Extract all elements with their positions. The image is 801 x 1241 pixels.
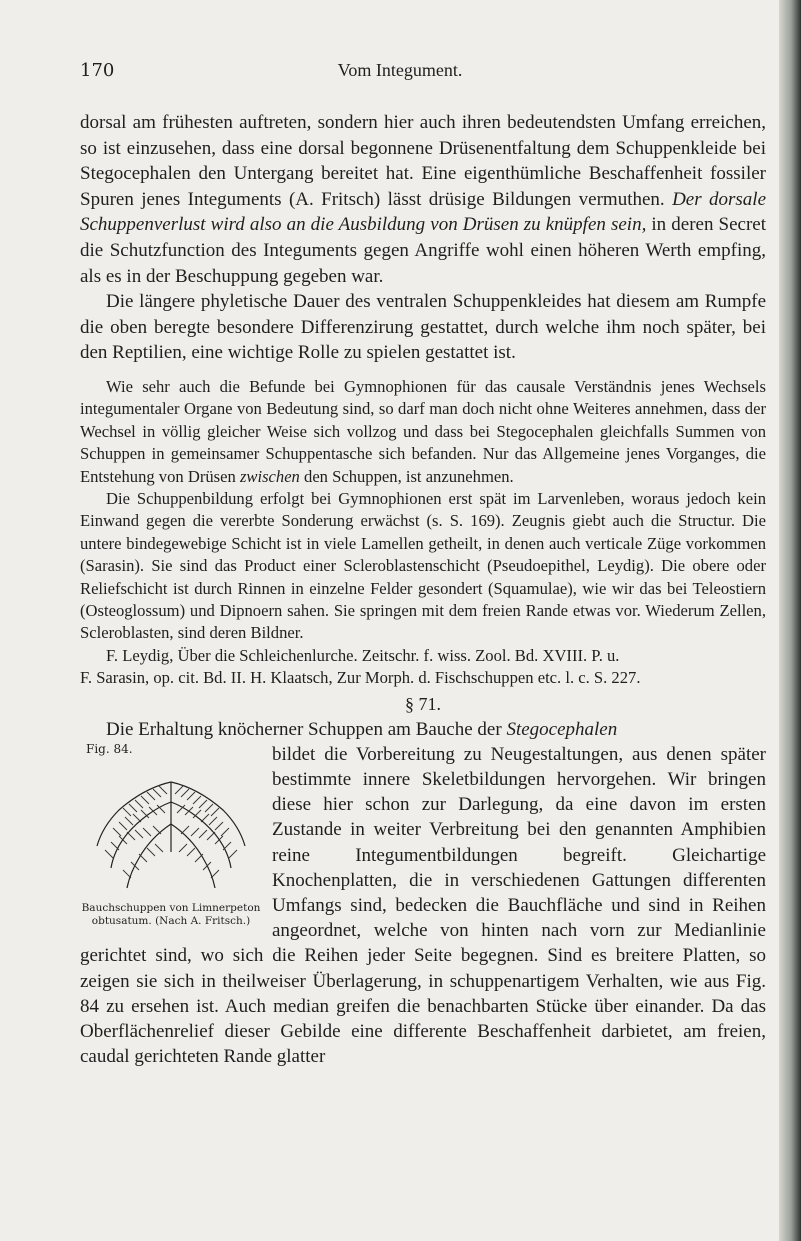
paragraph-1: dorsal am frühesten auftreten, sondern hier auch ihren bedeutendsten Umfang erreichen, so ist einzusehen, dass eine dorsal begonnene Drüsenentfaltung dem Schuppenkleide bei Stegocephalen den Untergang bereitet hat. Eine eigenthümliche Beschaffenheit fossiler Spuren jenes Integuments (A. Fritsch) lässt drüsige Bildungen vermuthen. Der dorsale Schuppenverlust wird also an die Ausbildung von Drüsen zu knüpfen sein, in deren Secret die Schutzfunction des Integuments gegen Angriffe wohl einen höheren Werth empfing, als es in der Beschuppung gegeben war. bbox=[80, 112, 766, 287]
small-paragraph-1: Wie sehr auch die Befunde bei Gymnophionen für das causale Verständnis jenes Wechsels integumentaler Organe von Bedeutung sind, so darf man doch nicht ohne Weiteres annehmen, dass der Wechsel in völlig gleicher Weise sich vollzog und dass bei Stegocephalen gleichfalls Summen von Schuppen in gemeinsamer Schuppentasche sich befanden. Nur das Allgemeine jenes Vorganges, die Entstehung von Drüsen zwischen den Schuppen, ist anzunehmen. bbox=[80, 376, 766, 486]
section-71-body: bildet die Vorbereitung zu Neugestaltungen, aus denen später bestimmte innere Skeletbildungen hervorgehen. Wir bringen diese hier schon zur Darlegung, da eine davon im ersten Zustande in weiter Verbreitung bei den genannten Amphibien reine Integumentbildungen begreift. Gleichartige Knochenplatten, die in verschiedenen Gattungen differenten Umfangs sind, bedecken die Bauchfläche und sind in Reihen angeordnet, welche von hinten nach vorn zur Medianlinie gerichtet sind, wo sich die Reihen jeder Seite begegnen. Sind es breitere Platten, so zeigen sie sich in theilweiser Überlagerung, in schuppenartigem Verhalten, wie aus Fig. 84 zu ersehen ist. Auch median greifen die benachbarten Stücke über einander. Da das Oberflächenrelief dieser Gebilde eine differente Beschaffenheit darbietet, am freien, caudal gerichteten Rande glatter bbox=[80, 743, 766, 1068]
page-number: 170 bbox=[80, 60, 115, 81]
page-edge-shadow bbox=[779, 0, 801, 1241]
figure-caption-2: obtusatum. (Nach A. Fritsch.) bbox=[91, 914, 251, 927]
figure-label: Fig. 84. bbox=[86, 741, 133, 756]
text-body bbox=[80, 110, 766, 1069]
section-heading: § 71. bbox=[405, 693, 441, 714]
running-title: Vom Integument. bbox=[337, 60, 463, 80]
reference-2: F. Sarasin, op. cit. Bd. II. H. Klaatsch, Zur Morph. d. Fischschuppen etc. l. c. S. 227. bbox=[80, 668, 641, 688]
small-paragraph-2: Die Schuppenbildung erfolgt bei Gymnophionen erst spät im Larvenleben, woraus jedoch kein Einwand gegen die vererbte Sonderung erwächst (s. S. 169). Zeugnis giebt auch die Structur. Die untere bindegewebige Schicht ist in viele Lamellen getheilt, in denen auch verticale Züge vorkommen (Sarasin). Sie sind das Product einer Scleroblastenschicht (Pseudoepithel, Leydig). Die obere oder Reliefschicht ist durch Rinnen in einzelne Felder gesondert (Squamulae), wie wir das bei Teleostiern (Osteoglossum) und Dipnoern sahen. Sie springen mit dem freien Rande etwas vor. Wiederum Zellen, Scleroblasten, sind deren Bildner. bbox=[80, 488, 766, 643]
ventral-scales-illustration bbox=[83, 762, 259, 902]
paragraph-2: Die längere phyletische Dauer des ventralen Schuppenkleides hat diesem am Rumpfe die oben beregte besondere Differenzirung gestattet, durch welche ihm noch später, bei den Reptilien, eine wichtige Rolle zu spielen gestattet ist. bbox=[80, 291, 766, 364]
section-71-intro: Die Erhaltung knöcherner Schuppen am Bauche der Stegocephalen bbox=[106, 718, 618, 740]
figure-caption-1: Bauchschuppen von Limnerpeton bbox=[81, 901, 261, 914]
reference-1: F. Leydig, Über die Schleichenlurche. Zeitschr. f. wiss. Zool. Bd. XVIII. P. u. bbox=[106, 645, 620, 665]
figure-84 bbox=[80, 742, 262, 928]
running-header bbox=[80, 60, 720, 86]
